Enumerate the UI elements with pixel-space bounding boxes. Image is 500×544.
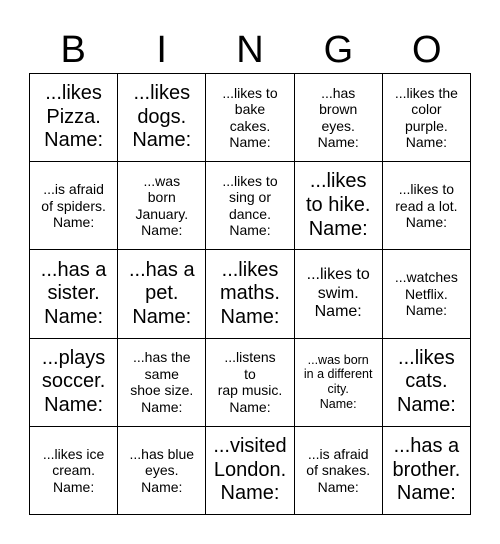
header-letter-b: B (60, 28, 86, 71)
bingo-cell: ...has brown eyes. Name: (295, 74, 383, 162)
header-letter-o: O (412, 28, 442, 71)
bingo-cell: ...was born January. Name: (118, 162, 206, 250)
bingo-header (29, 22, 471, 78)
bingo-cell: ...has a pet. Name: (118, 250, 206, 338)
bingo-cell: ...likes the color purple. Name: (383, 74, 471, 162)
header-letter-n: N (236, 28, 264, 71)
bingo-cell: ...likes to sing or dance. Name: (206, 162, 294, 250)
bingo-cell: ...likes to read a lot. Name: (383, 162, 471, 250)
bingo-cell: ...plays soccer. Name: (30, 339, 118, 427)
header-letter-i: I (156, 28, 167, 71)
bingo-cell: ...has a sister. Name: (30, 250, 118, 338)
bingo-cell: ...likes Pizza. Name: (30, 74, 118, 162)
bingo-cell: ...likes to hike. Name: (295, 162, 383, 250)
header-letter-g: G (323, 28, 354, 71)
bingo-cell: ...has a brother. Name: (383, 427, 471, 515)
bingo-cell: ...likes to swim. Name: (295, 250, 383, 338)
bingo-cell: ...likes dogs. Name: (118, 74, 206, 162)
bingo-cell: ...is afraid of spiders. Name: (30, 162, 118, 250)
bingo-cell: ...has the same shoe size. Name: (118, 339, 206, 427)
bingo-cell: ...likes cats. Name: (383, 339, 471, 427)
bingo-cell: ...is afraid of snakes. Name: (295, 427, 383, 515)
bingo-card-grid (29, 73, 471, 515)
bingo-cell: ...has blue eyes. Name: (118, 427, 206, 515)
bingo-cell: ...watches Netflix. Name: (383, 250, 471, 338)
bingo-cell: ...likes ice cream. Name: (30, 427, 118, 515)
bingo-cell: ...visited London. Name: (206, 427, 294, 515)
bingo-cell: ...listens to rap music. Name: (206, 339, 294, 427)
bingo-cell: ...likes maths. Name: (206, 250, 294, 338)
bingo-cell: ...likes to bake cakes. Name: (206, 74, 294, 162)
bingo-cell: ...was born in a different city. Name: (295, 339, 383, 427)
